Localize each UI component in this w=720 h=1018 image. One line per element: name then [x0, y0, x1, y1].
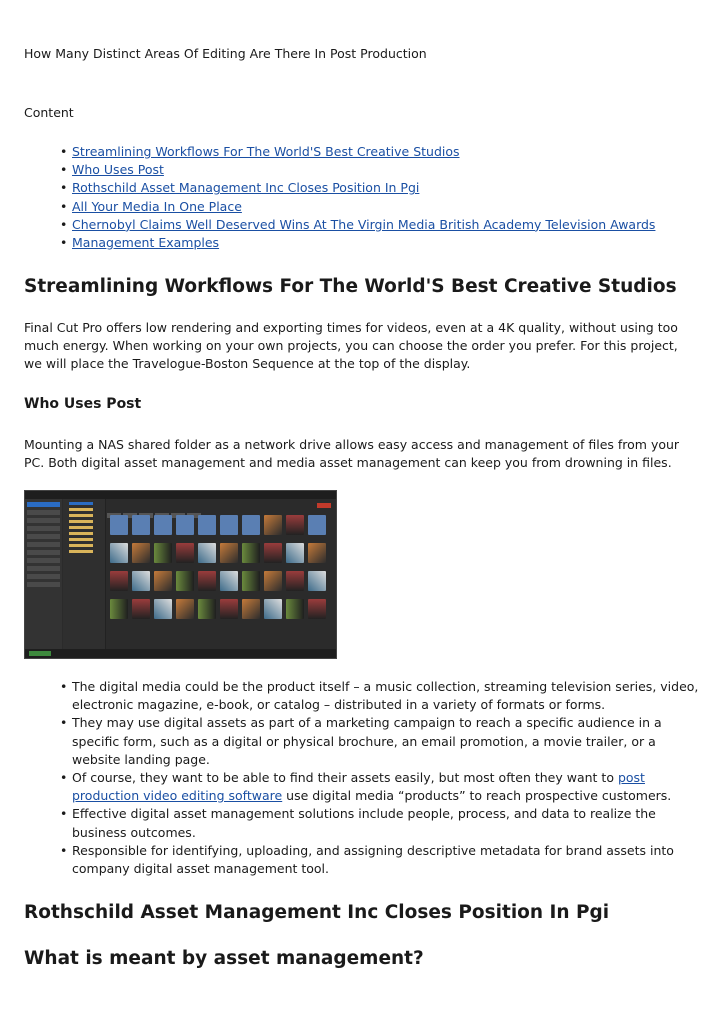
- toc-item: [60, 216, 700, 234]
- section-heading-rothschild: Rothschild Asset Management Inc Closes Position In Pgi: [24, 902, 610, 923]
- list-item: • Responsible for identifying, uploading, and assigning descriptive metadata for brand assets into company digital asset management tool.: [60, 842, 700, 878]
- toc-item: [60, 143, 700, 161]
- dam-software-screenshot: [24, 490, 337, 659]
- list-item-text: Of course, they want to be able to find their assets easily, but most often they want to: [72, 770, 618, 786]
- screenshot-statusbar: [25, 649, 336, 658]
- bullet-list: [60, 678, 700, 878]
- section-paragraph-streamlining: Final Cut Pro offers low rendering and exporting times for videos, even at a 4K quality, without using too much energy. When working on your own projects, you can choose the order you prefer. For this project, we will place the Travelogue-Boston Sequence at the top of the display.: [24, 320, 678, 372]
- content-label: Content: [24, 105, 74, 120]
- section-paragraph-who-uses-post: Mounting a NAS shared folder as a network drive allows easy access and management of files from your PC. Both digital asset management and media asset management can keep you from drowning in files.: [24, 437, 680, 471]
- toc-item: [60, 161, 700, 179]
- toc-link-all-your-media[interactable]: All Your Media In One Place: [72, 198, 242, 214]
- screenshot-titlebar: [25, 491, 336, 499]
- toc-link-chernobyl[interactable]: Chernobyl Claims Well Deserved Wins At The Virgin Media British Academy Television Awards: [72, 216, 656, 232]
- toc-item: [60, 198, 700, 216]
- page-title: How Many Distinct Areas Of Editing Are There In Post Production: [24, 46, 427, 61]
- screenshot-folder-tree: [63, 499, 106, 649]
- screenshot-sidebar: [25, 499, 62, 649]
- toc-link-who-uses-post[interactable]: Who Uses Post: [72, 162, 164, 178]
- list-item: • The digital media could be the product itself – a music collection, streaming television series, video, electronic magazine, e-book, or catalog – distributed in a variety of formats or forms.: [60, 678, 700, 714]
- section-heading-who-uses-post: Who Uses Post: [24, 396, 142, 412]
- post-production-software-link[interactable]: post production video editing software: [72, 770, 645, 804]
- list-item: • They may use digital assets as part of a marketing campaign to reach a specific audience in a specific form, such as a digital or physical brochure, an email promotion, a movie trailer, or a website landing page.: [60, 714, 700, 769]
- toc-link-streamlining[interactable]: Streamlining Workflows For The World'S Best Creative Studios: [72, 144, 460, 159]
- toc-item: [60, 179, 700, 197]
- screenshot-thumbnail-grid: [109, 513, 333, 625]
- list-item: • Effective digital asset management solutions include people, process, and data to realize the business outcomes.: [60, 805, 700, 841]
- list-item: [60, 769, 700, 805]
- toc-link-management-examples[interactable]: Management Examples: [72, 235, 220, 251]
- toc-item: [60, 234, 700, 252]
- screenshot-toolbar: [107, 503, 333, 509]
- list-item-text: use digital media “products” to reach prospective customers.: [282, 788, 672, 804]
- toc-link-rothschild[interactable]: Rothschild Asset Management Inc Closes Position In Pgi: [72, 180, 420, 196]
- table-of-contents: [60, 143, 700, 252]
- section-heading-asset-management: What is meant by asset management?: [24, 948, 424, 969]
- section-heading-streamlining: Streamlining Workflows For The World'S Best Creative Studios: [24, 276, 677, 297]
